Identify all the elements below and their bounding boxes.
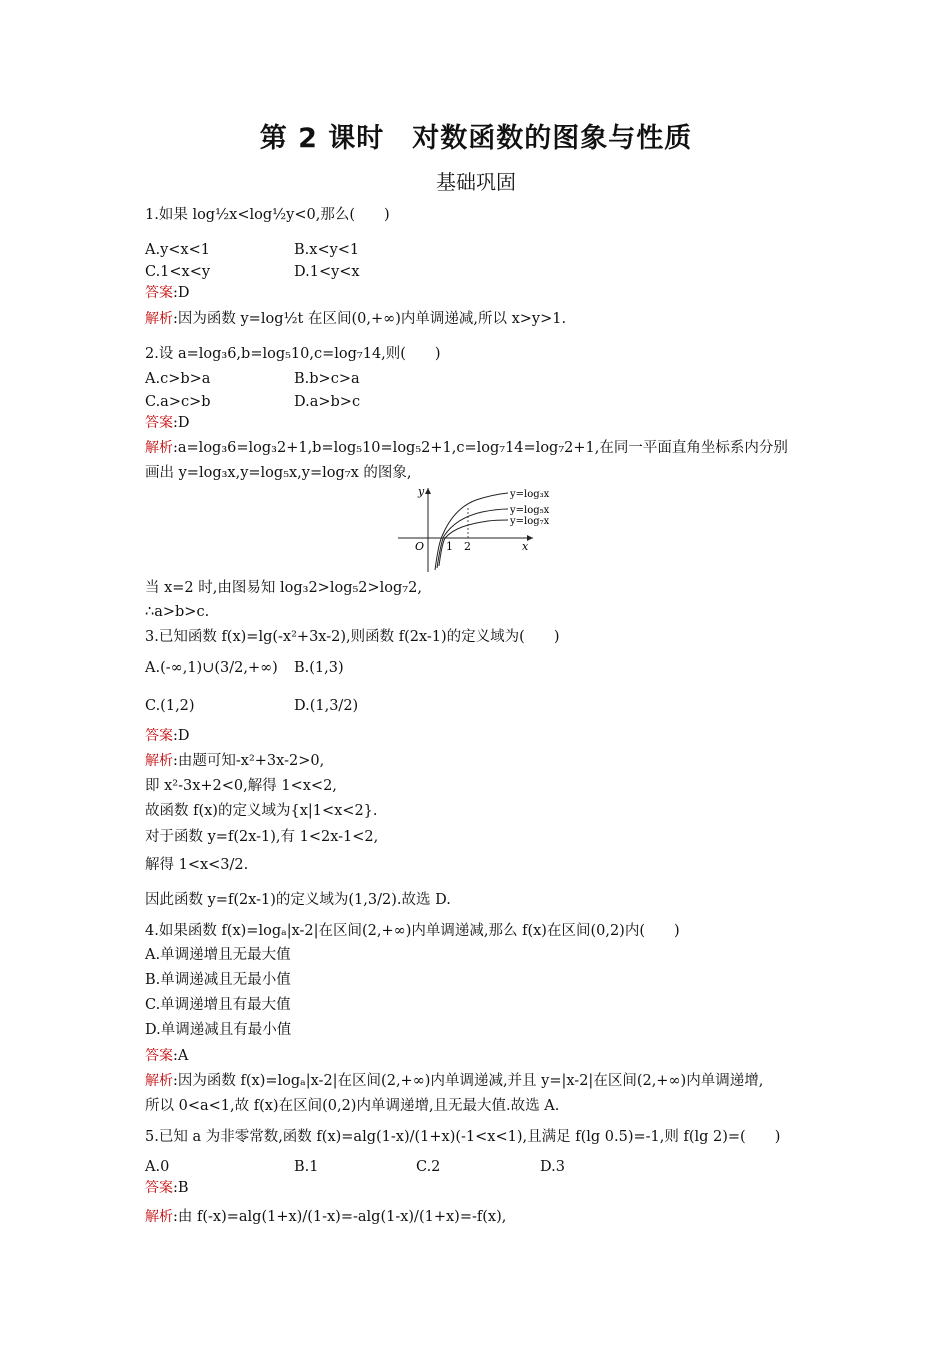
q4-option-a: A.单调递增且无最大值 bbox=[145, 947, 291, 963]
q3-stem: 3.已知函数 f(x)=lg(-x²+3x-2),则函数 f(2x-1)的定义域为( ) bbox=[145, 629, 560, 645]
q1-option-d: D.1<y<x bbox=[294, 264, 360, 280]
section-subtitle: 基础巩固 bbox=[436, 170, 516, 194]
y-axis-arrow bbox=[425, 488, 431, 494]
q5-analysis: 解析:由 f(-x)=alg(1+x)/(1-x)=-alg(1-x)/(1+x)=-f(x), bbox=[145, 1209, 507, 1225]
q1-option-a: A.y<x<1 bbox=[145, 242, 210, 258]
y-axis-label: y bbox=[418, 485, 425, 498]
answer-label: 答案 bbox=[145, 285, 173, 301]
q4-answer: 答案:A bbox=[145, 1048, 189, 1064]
q2-analysis-line-1: 解析:a=log₃6=log₃2+1,b=log₅10=log₅2+1,c=log₇14=log₇2+1,在同一平面直角坐标系内分别 bbox=[145, 440, 788, 456]
q3-option-c: C.(1,2) bbox=[145, 698, 195, 714]
q5-answer: 答案:B bbox=[145, 1180, 189, 1196]
q1-option-c: C.1<x<y bbox=[145, 264, 211, 280]
q4-option-d: D.单调递减且有最小值 bbox=[145, 1022, 292, 1038]
page-title: 第 2 课时 对数函数的图象与性质 bbox=[259, 123, 693, 154]
q5-option-d: D.3 bbox=[540, 1159, 565, 1175]
q5-option-b: B.1 bbox=[294, 1159, 319, 1175]
q2-option-c: C.a>c>b bbox=[145, 394, 211, 410]
q4-stem: 4.如果函数 f(x)=logₐ|x-2|在区间(2,+∞)内单调递减,那么 f(x)在区间(0,2)内( ) bbox=[145, 923, 680, 939]
curve-label-log3: y=log₃x bbox=[510, 489, 550, 500]
q3-analysis-line-1: 解析:由题可知-x²+3x-2>0, bbox=[145, 753, 325, 769]
q3-analysis-line-6: 因此函数 y=f(2x-1)的定义域为(1,3/2).故选 D. bbox=[145, 892, 451, 908]
q4-analysis-line-1: 解析:因为函数 f(x)=logₐ|x-2|在区间(2,+∞)内单调递减,并且 y=|x-2|在区间(2,+∞)内单调递增, bbox=[145, 1073, 764, 1089]
q2-stem: 2.设 a=log₃6,b=log₅10,c=log₇14,则( ) bbox=[145, 346, 441, 362]
q3-analysis-line-3: 故函数 f(x)的定义域为{x|1<x<2}. bbox=[145, 803, 378, 819]
q2-option-b: B.b>c>a bbox=[294, 371, 360, 387]
q1-analysis: 解析:因为函数 y=log½t 在区间(0,+∞)内单调递减,所以 x>y>1. bbox=[145, 311, 567, 327]
q3-analysis-line-2: 即 x²-3x+2<0,解得 1<x<2, bbox=[145, 778, 337, 794]
q5-stem: 5.已知 a 为非零常数,函数 f(x)=alg(1-x)/(1+x)(-1<x<1),且满足 f(lg 0.5)=-1,则 f(lg 2)=( ) bbox=[145, 1129, 781, 1145]
q1-option-b: B.x<y<1 bbox=[294, 242, 360, 258]
x-axis-label: x bbox=[522, 540, 529, 553]
curve-log3 bbox=[435, 493, 508, 570]
q4-option-b: B.单调递减且无最小值 bbox=[145, 972, 291, 988]
tick-1: 1 bbox=[446, 540, 453, 553]
q2-option-a: A.c>b>a bbox=[145, 371, 211, 387]
log-graph bbox=[398, 484, 568, 574]
analysis-label: 解析 bbox=[145, 311, 173, 327]
q3-analysis-line-4: 对于函数 y=f(2x-1),有 1<2x-1<2, bbox=[145, 829, 379, 845]
q3-analysis-line-5: 解得 1<x<3/2. bbox=[145, 857, 249, 873]
q3-option-d: D.(1,3/2) bbox=[294, 698, 359, 714]
q4-analysis-line-2: 所以 0<a<1,故 f(x)在区间(0,2)内单调递增,且无最大值.故选 A. bbox=[145, 1098, 560, 1114]
q2-option-d: D.a>b>c bbox=[294, 394, 361, 410]
tick-2: 2 bbox=[464, 540, 471, 553]
q3-option-b: B.(1,3) bbox=[294, 660, 344, 676]
q2-analysis-line-2: 画出 y=log₃x,y=log₅x,y=log₇x 的图象, bbox=[145, 465, 412, 481]
q2-analysis-line-4: ∴a>b>c. bbox=[145, 604, 210, 620]
curve-label-log5: y=log₅x bbox=[510, 505, 550, 516]
q5-option-c: C.2 bbox=[416, 1159, 441, 1175]
curve-label-log7: y=log₇x bbox=[510, 516, 550, 527]
q3-answer: 答案:D bbox=[145, 728, 190, 744]
q2-answer: 答案:D bbox=[145, 415, 190, 431]
q3-option-a: A.(-∞,1)∪(3/2,+∞) bbox=[145, 660, 278, 676]
q5-option-a: A.0 bbox=[145, 1159, 170, 1175]
q1-answer: 答案:D bbox=[145, 285, 190, 301]
q1-stem: 1.如果 log½x<log½y<0,那么( ) bbox=[145, 207, 390, 223]
q2-analysis-line-3: 当 x=2 时,由图易知 log₃2>log₅2>log₇2, bbox=[145, 580, 422, 596]
origin-label: O bbox=[415, 540, 425, 553]
q4-option-c: C.单调递增且有最大值 bbox=[145, 997, 291, 1013]
